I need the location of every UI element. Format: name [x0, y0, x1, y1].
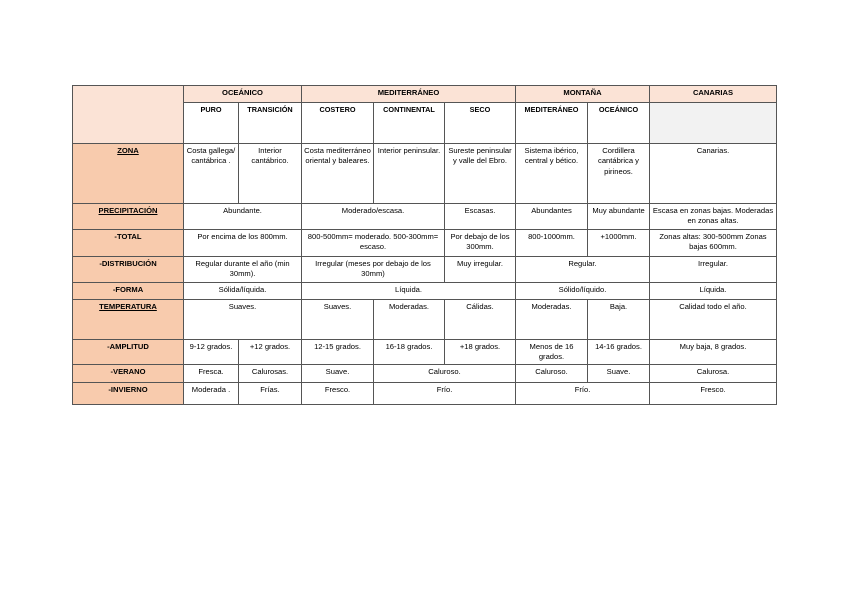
row-label-total: -TOTAL [73, 229, 184, 256]
cell-amplitud-transicion: +12 grados. [239, 339, 302, 365]
cell-zona-puro: Costa gallega/ cantábrica . [184, 144, 239, 204]
cell-zona-canarias: Canarias. [650, 144, 777, 204]
group-canarias: CANARIAS [650, 86, 777, 103]
group-mediterraneo: MEDITERRÁNEO [302, 86, 516, 103]
cell-invierno-canarias: Fresco. [650, 383, 777, 405]
cell-precipitacion-montana-mediterraneo: Abundantes [516, 204, 588, 230]
row-label-invierno: -INVIERNO [73, 383, 184, 405]
row-label-forma: -FORMA [73, 282, 184, 299]
cell-temperatura-oceanico: Suaves. [184, 299, 302, 339]
cell-precipitacion-canarias: Escasa en zonas bajas. Moderadas en zonas altas. [650, 204, 777, 230]
row-precipitacion [73, 204, 777, 230]
cell-total-seco: Por debajo de los 300mm. [445, 229, 516, 256]
cell-temperatura-canarias: Calidad todo el año. [650, 299, 777, 339]
cell-forma-montana: Sólido/líquido. [516, 282, 650, 299]
cell-amplitud-continental: 16-18 grados. [374, 339, 445, 365]
sub-costero: COSTERO [302, 103, 374, 144]
cell-forma-oceanico: Sólida/líquida. [184, 282, 302, 299]
row-label-precipitacion: PRECIPITACIÓN [73, 204, 184, 230]
cell-amplitud-montana-mediterraneo: Menos de 16 grados. [516, 339, 588, 365]
cell-precipitacion-montana-oceanico: Muy abundante [588, 204, 650, 230]
cell-precipitacion-seco: Escasas. [445, 204, 516, 230]
cell-distribucion-mediterraneo: Irregular (meses por debajo de los 30mm) [302, 256, 445, 282]
cell-verano-transicion: Calurosas. [239, 365, 302, 383]
row-label-zona: ZONA [73, 144, 184, 204]
cell-precipitacion-oceanico: Abundante. [184, 204, 302, 230]
row-label-amplitud: -AMPLITUD [73, 339, 184, 365]
row-zona [73, 144, 777, 204]
sub-seco: SECO [445, 103, 516, 144]
cell-forma-canarias: Líquida. [650, 282, 777, 299]
cell-zona-seco: Sureste peninsular y valle del Ebro. [445, 144, 516, 204]
climate-comparison-table [72, 85, 777, 405]
cell-temperatura-montana-mediterraneo: Moderadas. [516, 299, 588, 339]
cell-distribucion-montana: Regular. [516, 256, 650, 282]
cell-total-mediterraneo: 800-500mm= moderado. 500-300mm= escaso. [302, 229, 445, 256]
cell-temperatura-seco: Cálidas. [445, 299, 516, 339]
row-invierno [73, 383, 777, 405]
cell-temperatura-montana-oceanico: Baja. [588, 299, 650, 339]
cell-invierno-montana: Frío. [516, 383, 650, 405]
cell-distribucion-canarias: Irregular. [650, 256, 777, 282]
sub-puro: PURO [184, 103, 239, 144]
cell-precipitacion-mediterraneo: Moderado/escasa. [302, 204, 445, 230]
cell-zona-costero: Costa mediterráneo oriental y baleares. [302, 144, 374, 204]
cell-invierno-puro: Moderada . [184, 383, 239, 405]
cell-temperatura-costero: Suaves. [302, 299, 374, 339]
cell-total-oceanico: Por encima de los 800mm. [184, 229, 302, 256]
cell-verano-canarias: Calurosa. [650, 365, 777, 383]
corner-cell [73, 86, 184, 144]
sub-canarias-empty [650, 103, 777, 144]
row-verano [73, 365, 777, 383]
climate-group-header-row [73, 86, 777, 103]
cell-distribucion-seco: Muy irregular. [445, 256, 516, 282]
sub-transicion: TRANSICIÓN [239, 103, 302, 144]
sub-continental: CONTINENTAL [374, 103, 445, 144]
row-label-verano: -VERANO [73, 365, 184, 383]
row-temperatura [73, 299, 777, 339]
cell-invierno-costero: Fresco. [302, 383, 374, 405]
cell-distribucion-oceanico: Regular durante el año (min 30mm). [184, 256, 302, 282]
cell-zona-montana-oceanico: Cordillera cantábrica y pirineos. [588, 144, 650, 204]
row-amplitud [73, 339, 777, 365]
row-forma [73, 282, 777, 299]
row-distribucion [73, 256, 777, 282]
cell-verano-costero: Suave. [302, 365, 374, 383]
cell-verano-continental-seco: Caluroso. [374, 365, 516, 383]
cell-total-canarias: Zonas altas: 300-500mm Zonas bajas 600mm. [650, 229, 777, 256]
cell-invierno-continental-seco: Frío. [374, 383, 516, 405]
cell-total-montana-oceanico: +1000mm. [588, 229, 650, 256]
cell-total-montana-mediterraneo: 800-1000mm. [516, 229, 588, 256]
cell-forma-mediterraneo: Líquida. [302, 282, 516, 299]
cell-invierno-transicion: Frías. [239, 383, 302, 405]
row-label-distribucion: -DISTRIBUCIÓN [73, 256, 184, 282]
cell-amplitud-canarias: Muy baja, 8 grados. [650, 339, 777, 365]
group-montana: MONTAÑA [516, 86, 650, 103]
group-oceanico: OCEÁNICO [184, 86, 302, 103]
cell-zona-continental: Interior peninsular. [374, 144, 445, 204]
cell-zona-montana-mediterraneo: Sistema ibérico, central y bético. [516, 144, 588, 204]
cell-zona-transicion: Interior cantábrico. [239, 144, 302, 204]
row-label-temperatura: TEMPERATURA [73, 299, 184, 339]
cell-amplitud-seco: +18 grados. [445, 339, 516, 365]
sub-montana-mediterraneo: MEDITERÁNEO [516, 103, 588, 144]
cell-verano-montana-oceanico: Suave. [588, 365, 650, 383]
cell-amplitud-costero: 12-15 grados. [302, 339, 374, 365]
cell-verano-puro: Fresca. [184, 365, 239, 383]
row-total [73, 229, 777, 256]
sub-montana-oceanico: OCEÁNICO [588, 103, 650, 144]
cell-amplitud-montana-oceanico: 14-16 grados. [588, 339, 650, 365]
cell-verano-montana-mediterraneo: Caluroso. [516, 365, 588, 383]
cell-amplitud-puro: 9-12 grados. [184, 339, 239, 365]
cell-temperatura-continental: Moderadas. [374, 299, 445, 339]
